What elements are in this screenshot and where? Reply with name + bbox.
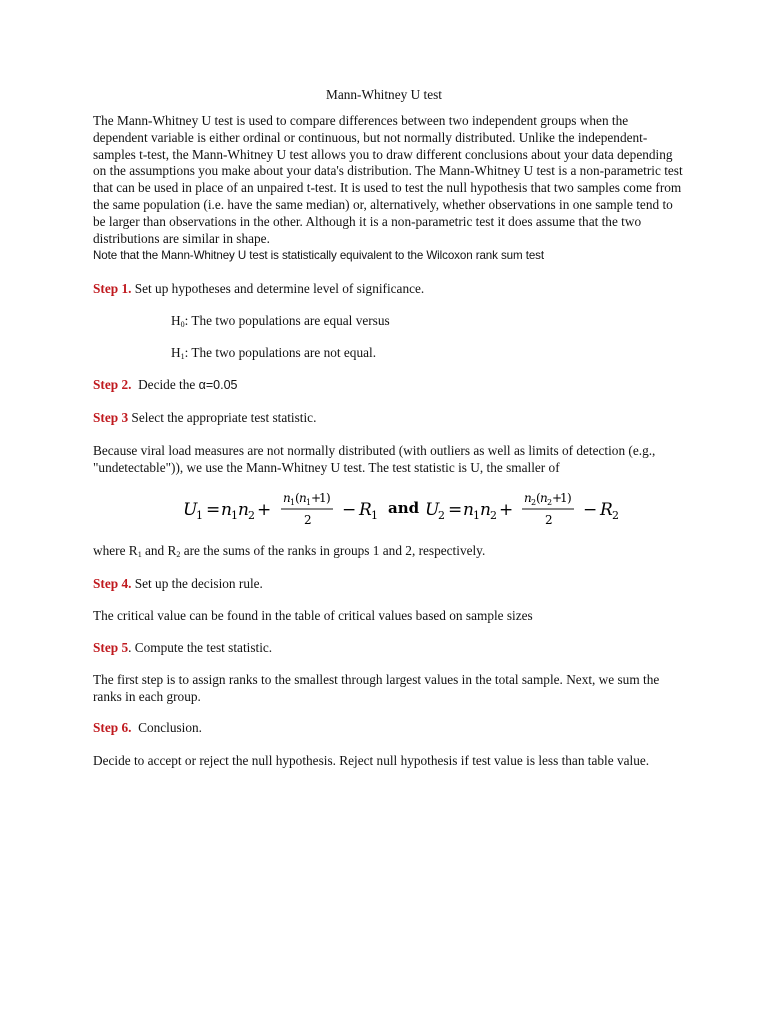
frac2-n-inner: n [540,491,548,505]
step-6-text: Conclusion. [131,720,202,735]
frac2-n-inner-subscript: 2 [547,498,553,507]
where-text-a: where R [93,543,138,558]
frac2-denominator: 2 [545,513,553,527]
n2b-subscript: 2 [490,509,497,522]
step-3-text: Select the appropriate test statistic. [128,410,317,425]
where-sub-1: 1 [137,550,142,559]
h1-subscript: 1 [180,352,185,361]
h0-symbol: H [171,313,181,328]
step-2-text: Decide the [131,377,199,392]
r1-symbol: R [359,500,372,520]
first-step-paragraph: The first step is to assign ranks to the smallest through largest values in the total sample. Next, we sum the ranks in each group. [93,672,660,704]
plus-sign-2: + [499,500,514,520]
where-text-c: are the sums of the ranks in groups 1 and 2, respectively. [180,543,486,558]
where-sub-2: 2 [176,550,181,559]
minus-sign-1: − [342,500,357,520]
step-6 [93,720,683,737]
step-5-label: Step 5 [93,640,129,655]
h1-text: : The two populations are not equal. [184,345,377,360]
u2-symbol: U [425,500,440,520]
critical-paragraph: The critical value can be found in the table of critical values based on sample sizes [93,608,533,623]
intro-paragraph: The Mann-Whitney U test is used to compare differences between two independent groups when the dependent variable is either ordinal or continuous, but not normally distributed. Unlike the independent-samples t-test, the Mann-Whitney U test allows you to draw different conclusions about your data depending on the assumptions you make about your data's distribution. The Mann-Whitney U test is a non-parametric test that can be used in place of an unpaired t-test. It is used to test the null hypothesis that two samples come from the same population (i.e. have the same median) or, alternatively, whether observations in one sample tend to be larger than observations in the other. Although it is a non-parametric test it does assume that the two distributions are similar in shape. [93,113,683,246]
step-4-label: Step 4. [93,576,132,591]
n1-symbol: n [221,500,232,520]
frac1-n-inner-subscript: 1 [306,498,312,507]
r2-subscript: 2 [612,509,619,522]
step-6-label: Step 6. [93,720,132,735]
decide-paragraph: Decide to accept or reject the null hypothesis. Reject null hypothesis if test value is less than table value. [93,753,650,768]
n2-subscript: 2 [248,509,255,522]
r2-symbol: R [600,500,613,520]
step-1 [93,281,683,298]
plus-sign-1: + [257,500,272,520]
page-title: Mann-Whitney U test [326,87,442,102]
step-4 [93,576,683,593]
step-1-text: Set up hypotheses and determine level of significance. [131,281,425,296]
null-hypothesis [171,313,390,333]
and-word: and [388,499,420,517]
frac1-denominator: 2 [304,513,312,527]
alternative-hypothesis [171,345,376,365]
step-3 [93,410,683,427]
frac1-n: n [283,491,291,505]
n1b-subscript: 1 [473,509,480,522]
u-statistic-formula [178,488,638,532]
frac2-n-subscript: 2 [531,498,537,507]
step-1-label: Step 1. [93,281,132,296]
step-2 [93,377,683,394]
frac1-open-paren: ( [295,491,300,505]
where-paragraph [93,543,683,564]
frac1-one: 1 [319,491,327,505]
h0-subscript: 0 [180,320,185,329]
u2-subscript: 2 [438,509,445,522]
n1b-symbol: n [463,500,474,520]
frac2-one: 1 [560,491,568,505]
frac1-n-inner: n [299,491,307,505]
n2-symbol: n [238,500,249,520]
note-paragraph: Note that the Mann-Whitney U test is statistically equivalent to the Wilcoxon rank sum test [93,249,544,262]
frac1-n-subscript: 1 [290,498,296,507]
step-2-label: Step 2. [93,377,132,392]
n2b-symbol: n [480,500,491,520]
step-5 [93,640,683,657]
where-text-b: and R [141,543,177,558]
n1-subscript: 1 [231,509,238,522]
frac1-plus: + [311,491,322,505]
frac2-close-paren: ) [567,491,572,505]
frac1-close-paren: ) [326,491,331,505]
step-4-text: Set up the decision rule. [131,576,263,591]
r1-subscript: 1 [371,509,378,522]
equals-sign-1: = [206,500,221,520]
alpha-value: α=0.05 [198,378,238,392]
frac2-open-paren: ( [536,491,541,505]
u1-symbol: U [183,500,198,520]
u1-subscript: 1 [196,509,203,522]
step-3-label: Step 3 [93,410,129,425]
equals-sign-2: = [448,500,463,520]
frac2-n: n [524,491,532,505]
frac2-plus: + [552,491,563,505]
step-5-text: . Compute the test statistic. [128,640,273,655]
h0-text: : The two populations are equal versus [184,313,390,328]
formula-svg [178,488,638,532]
because-paragraph: Because viral load measures are not normally distributed (with outliers as well as limits of detection (e.g., "undetectable")), we use the Mann-Whitney U test. The test statistic is U, the smaller of [93,443,656,475]
minus-sign-2: − [583,500,598,520]
h1-symbol: H [171,345,181,360]
